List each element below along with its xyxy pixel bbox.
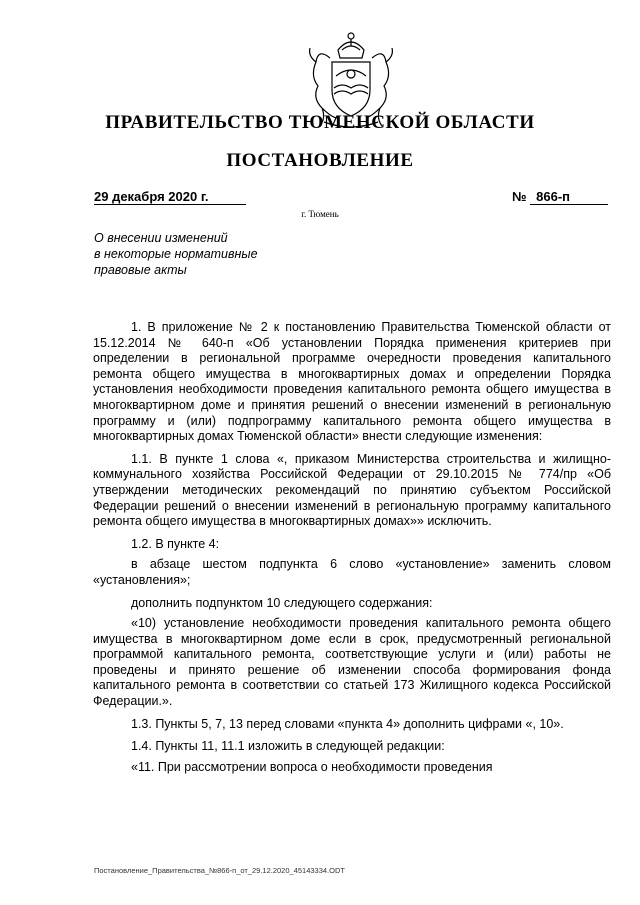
body-paragraph: в абзаце шестом подпункта 6 слово «установление» заменить словом «установления»; <box>93 557 611 587</box>
document-body <box>93 320 611 782</box>
document-subject <box>94 230 258 278</box>
number-label: № <box>512 189 527 204</box>
footer-filename: Постановление_Правительства_№866-п_от_29.12.2020_45143334.ODT <box>94 866 345 875</box>
document-date: 29 декабря 2020 г. <box>94 189 246 205</box>
body-paragraph: 1.2. В пункте 4: <box>131 536 220 551</box>
subject-line: в некоторые нормативные <box>94 247 258 261</box>
body-paragraph: 1. В приложение № 2 к постановлению Правительства Тюменской области от 15.12.2014 № 640-п «Об установлении Порядка применения критериев при определении в региональной программе очередности проведения капитального ремонта общего имущества в многоквартирных домах и определении Порядка установления необходимости проведения капитального ремонта общего имущества в многоквартирном доме и принятия решений о внесении изменений в региональную программу и (или) подпрограмму капитального ремонта общего имущества в многоквартирных домах Тюменской области» внести следующие изменения: <box>93 320 611 444</box>
body-paragraph: 1.1. В пункте 1 слова «, приказом Министерства строительства и жилищно-коммунального хозяйства Российской Федерации от 29.10.2015 № 774/пр «Об утверждении методических рекомендаций по принятию субъектом Российской Федерации решений о внесении изменений в региональную программу капитального ремонта общего имущества в многоквартирных домах»» исключить. <box>93 451 611 529</box>
body-paragraph: «11. При рассмотрении вопроса о необходимости проведения <box>131 759 493 774</box>
subject-line: О внесении изменений <box>94 231 228 245</box>
city-label: г. Тюмень <box>301 209 339 219</box>
body-paragraph: 1.3. Пункты 5, 7, 13 перед словами «пункта 4» дополнить цифрами «, 10». <box>131 716 564 731</box>
document-number: 866-п <box>530 189 608 205</box>
body-paragraph: «10) установление необходимости проведения капитального ремонта общего имущества в многоквартирном доме если в срок, предусмотренный региональной программой капитального ремонта, соответствующие услуги и (или) работы не проведены и принято решение об изменении способа формирования фонда капитального ремонта в соответствии со статьей 173 Жилищного кодекса Российской Федерации.». <box>93 616 611 709</box>
document-number-block <box>512 189 608 205</box>
organization-title: ПРАВИТЕЛЬСТВО ТЮМЕНСКОЙ ОБЛАСТИ <box>105 112 535 133</box>
subject-line: правовые акты <box>94 263 187 277</box>
body-paragraph: 1.4. Пункты 11, 11.1 изложить в следующей редакции: <box>131 739 445 754</box>
document-type-title: ПОСТАНОВЛЕНИЕ <box>226 150 414 171</box>
body-paragraph: дополнить подпунктом 10 следующего содержания: <box>131 595 433 610</box>
